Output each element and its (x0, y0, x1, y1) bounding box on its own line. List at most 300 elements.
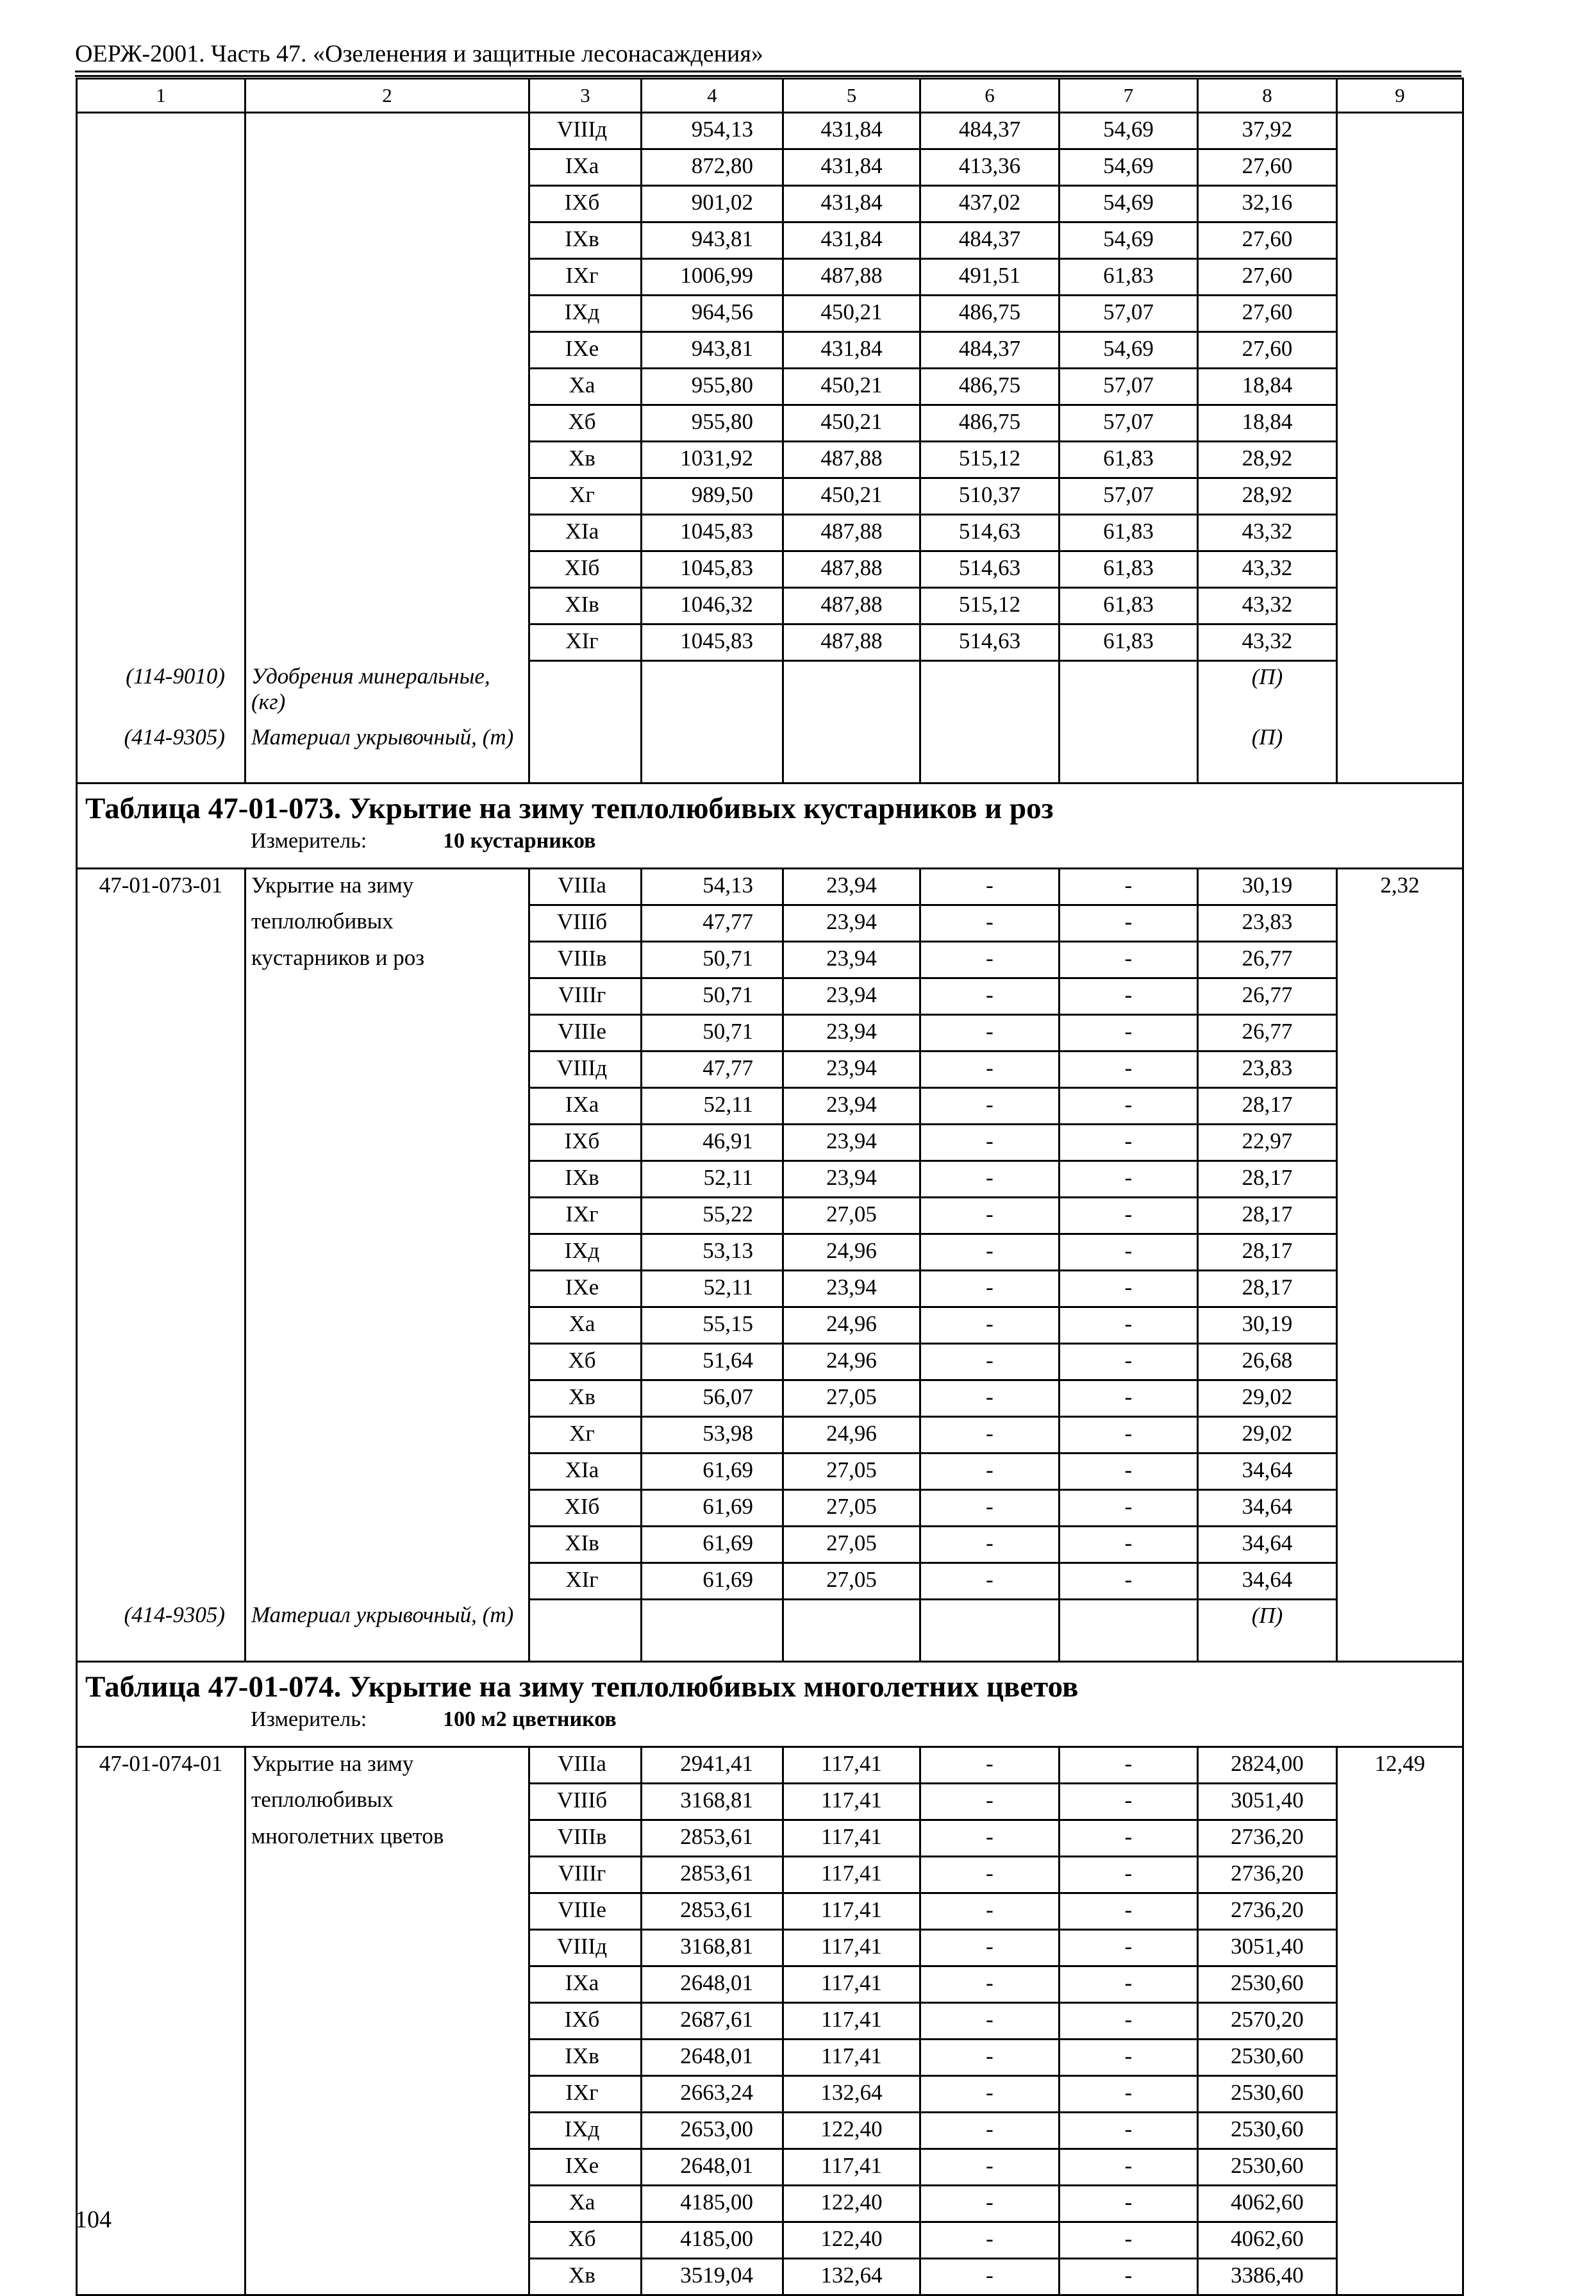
value-cell: 50,71 (642, 1015, 783, 1052)
table-row (77, 1930, 1463, 1966)
meter-value: 100 м2 цветников (443, 1707, 617, 1731)
value-cell: VIIIа (529, 1747, 642, 1784)
value-cell: - (920, 1820, 1060, 1857)
value-cell: 56,07 (642, 1380, 783, 1417)
value-cell: XIв (529, 1527, 642, 1563)
value-cell: - (1060, 2149, 1198, 2186)
value-cell: 27,60 (1198, 296, 1337, 332)
name-cell (245, 2040, 529, 2076)
labor-cell (1337, 332, 1463, 369)
value-cell: 2530,60 (1198, 2113, 1337, 2149)
labor-cell (1337, 2222, 1463, 2259)
code-cell (77, 1380, 245, 1417)
meter (78, 1705, 1462, 1734)
value-cell: - (1060, 2040, 1198, 2076)
value-cell: 26,68 (1198, 1344, 1337, 1380)
value-cell: 2570,20 (1198, 2003, 1337, 2040)
name-cell (245, 1966, 529, 2003)
labor-cell (1337, 149, 1463, 186)
value-cell: - (1060, 1490, 1198, 1527)
value-cell: 122,40 (783, 2186, 920, 2222)
value-cell: - (1060, 2003, 1198, 2040)
labor-cell (1337, 2149, 1463, 2186)
value-cell: - (1060, 2076, 1198, 2113)
labor-cell (1337, 515, 1463, 551)
code-cell (77, 259, 245, 296)
column-number: 8 (1198, 79, 1337, 113)
table-row (77, 1747, 1463, 1784)
labor-cell (1337, 259, 1463, 296)
labor-cell (1337, 1052, 1463, 1088)
value-cell: - (920, 1234, 1060, 1271)
value-cell: IXд (529, 296, 642, 332)
value-cell: - (1060, 1747, 1198, 1784)
resource-code: (114-9010) (77, 661, 245, 723)
name-cell (245, 1234, 529, 1271)
value-cell: 24,96 (783, 1417, 920, 1454)
value-cell: - (920, 1344, 1060, 1380)
code-cell (77, 332, 245, 369)
labor-cell (1337, 478, 1463, 515)
labor-cell (1337, 1380, 1463, 1417)
value-cell: 26,77 (1198, 978, 1337, 1015)
value-cell: 955,80 (642, 405, 783, 442)
name-cell (245, 2113, 529, 2149)
value-cell: - (1060, 1784, 1198, 1820)
value-cell: 23,94 (783, 1088, 920, 1125)
name-cell (245, 2003, 529, 2040)
table-title: Таблица 47-01-074. Укрытие на зиму теплолюбивых многолетних цветов (85, 1670, 1079, 1704)
value-cell: 117,41 (783, 2040, 920, 2076)
value-cell: IXб (529, 186, 642, 222)
value-cell: - (920, 1930, 1060, 1966)
name-cell (245, 2186, 529, 2222)
table-row (77, 1563, 1463, 1600)
resource-name: Материал укрывочный, (т) (245, 1600, 529, 1662)
value-cell: 117,41 (783, 1857, 920, 1893)
value-cell: - (920, 2186, 1060, 2222)
labor-cell (1337, 978, 1463, 1015)
value-cell: 2853,61 (642, 1820, 783, 1857)
value-cell: 2530,60 (1198, 2040, 1337, 2076)
value-cell: VIIIд (529, 1052, 642, 1088)
value-cell: 450,21 (783, 405, 920, 442)
name-cell (245, 2222, 529, 2259)
value-cell: 486,75 (920, 369, 1060, 405)
value-cell: VIIIд (529, 113, 642, 149)
code-cell (77, 2076, 245, 2113)
value-cell: 431,84 (783, 149, 920, 186)
code-cell (77, 905, 245, 942)
value-cell: 954,13 (642, 113, 783, 149)
resource-name: Материал укрывочный, (т) (245, 722, 529, 783)
table-row (77, 186, 1463, 222)
value-cell: 28,17 (1198, 1234, 1337, 1271)
labor-cell (1337, 551, 1463, 588)
value-cell: - (1060, 1930, 1198, 1966)
value-cell: 61,83 (1060, 551, 1198, 588)
value-cell: Xв (529, 1380, 642, 1417)
code-cell (77, 1015, 245, 1052)
name-cell: теплолюбивых (245, 1784, 529, 1820)
table-row (77, 869, 1463, 905)
value-cell: - (1060, 869, 1198, 905)
name-cell (245, 1161, 529, 1198)
value-cell: - (920, 1307, 1060, 1344)
labor-cell (1337, 588, 1463, 624)
value-cell: 2736,20 (1198, 1857, 1337, 1893)
table-title-row (77, 1662, 1463, 1747)
value-cell: 117,41 (783, 1784, 920, 1820)
value-cell: 23,83 (1198, 905, 1337, 942)
name-cell (245, 1198, 529, 1234)
value-cell: 122,40 (783, 2222, 920, 2259)
column-number: 6 (920, 79, 1060, 113)
value-cell: 50,71 (642, 978, 783, 1015)
code-cell (77, 624, 245, 661)
value-cell: - (920, 978, 1060, 1015)
table-row (77, 1857, 1463, 1893)
value-cell: Xа (529, 2186, 642, 2222)
value-cell: - (1060, 1380, 1198, 1417)
value-cell: - (1060, 2222, 1198, 2259)
value-cell: 117,41 (783, 1893, 920, 1930)
value-cell: 486,75 (920, 405, 1060, 442)
value-cell: 431,84 (783, 113, 920, 149)
labor-cell (1337, 1344, 1463, 1380)
value-cell: 2648,01 (642, 2149, 783, 2186)
value-cell: 52,11 (642, 1161, 783, 1198)
value-cell: 34,64 (1198, 1454, 1337, 1490)
meter (78, 826, 1462, 856)
value-cell: - (920, 2076, 1060, 2113)
code-cell (77, 2149, 245, 2186)
value-cell: IXе (529, 1271, 642, 1307)
value-cell: 55,22 (642, 1198, 783, 1234)
value-cell: 23,83 (1198, 1052, 1337, 1088)
name-cell (245, 1490, 529, 1527)
value-cell: 1031,92 (642, 442, 783, 478)
value-cell: - (920, 942, 1060, 978)
value-cell: 27,05 (783, 1527, 920, 1563)
table-row (77, 2222, 1463, 2259)
value-cell: 61,83 (1060, 624, 1198, 661)
name-cell (245, 442, 529, 478)
labor-cell (1337, 1893, 1463, 1930)
value-cell: 1006,99 (642, 259, 783, 296)
meter-label: Измеритель: (251, 829, 367, 853)
name-cell (245, 1380, 529, 1417)
value-cell: 24,96 (783, 1307, 920, 1344)
value-cell: 487,88 (783, 624, 920, 661)
value-cell: - (1060, 942, 1198, 978)
value-cell: 52,11 (642, 1271, 783, 1307)
code-cell (77, 113, 245, 149)
table-row (77, 1088, 1463, 1125)
value-cell: 57,07 (1060, 369, 1198, 405)
table-row (77, 2259, 1463, 2295)
value-cell: IXб (529, 2003, 642, 2040)
table-row (77, 2113, 1463, 2149)
value-cell: 29,02 (1198, 1380, 1337, 1417)
value-cell: Xб (529, 405, 642, 442)
value-cell: 2530,60 (1198, 2076, 1337, 2113)
name-cell (245, 1857, 529, 1893)
value-cell: IXв (529, 2040, 642, 2076)
table-row (77, 1307, 1463, 1344)
value-cell: - (920, 1198, 1060, 1234)
table-row (77, 113, 1463, 149)
table-row (77, 2076, 1463, 2113)
value-cell: 22,97 (1198, 1125, 1337, 1161)
header-rule-top (75, 71, 1461, 72)
value-cell: 27,60 (1198, 222, 1337, 259)
labor-cell (1337, 905, 1463, 942)
value-cell: - (920, 1380, 1060, 1417)
value-cell: - (920, 1490, 1060, 1527)
value-cell: IXд (529, 1234, 642, 1271)
value-cell: 34,64 (1198, 1490, 1337, 1527)
value-cell: 30,19 (1198, 869, 1337, 905)
labor-cell (1337, 1271, 1463, 1307)
value-cell: 943,81 (642, 332, 783, 369)
column-number: 1 (77, 79, 245, 113)
labor-cell (1337, 942, 1463, 978)
value-cell: 2736,20 (1198, 1893, 1337, 1930)
value-cell: Xб (529, 1344, 642, 1380)
code-cell (77, 2040, 245, 2076)
value-cell: 2824,00 (1198, 1747, 1337, 1784)
value-cell: - (1060, 2186, 1198, 2222)
value-cell: IXг (529, 1198, 642, 1234)
resource-name: Удобрения минеральные, (кг) (245, 661, 529, 723)
code-cell (77, 1198, 245, 1234)
table-row (77, 2003, 1463, 2040)
value-cell: 54,69 (1060, 186, 1198, 222)
value-cell: XIг (529, 1563, 642, 1600)
code-cell (77, 1161, 245, 1198)
value-cell: 43,32 (1198, 624, 1337, 661)
value-cell: - (1060, 2259, 1198, 2295)
code-cell (77, 1271, 245, 1307)
code-cell (77, 1088, 245, 1125)
value-cell: 510,37 (920, 478, 1060, 515)
table-row (77, 332, 1463, 369)
value-cell: - (1060, 978, 1198, 1015)
resource-code: (414-9305) (77, 722, 245, 783)
name-cell (245, 259, 529, 296)
value-cell: 61,69 (642, 1490, 783, 1527)
name-cell (245, 113, 529, 149)
value-cell: 28,92 (1198, 442, 1337, 478)
code-cell (77, 296, 245, 332)
column-number: 9 (1337, 79, 1463, 113)
value-cell: 484,37 (920, 332, 1060, 369)
name-cell (245, 1527, 529, 1563)
table-row (77, 1454, 1463, 1490)
value-cell: 943,81 (642, 222, 783, 259)
value-cell: 23,94 (783, 1052, 920, 1088)
table-row (77, 1125, 1463, 1161)
value-cell: 2653,00 (642, 2113, 783, 2149)
name-cell: кустарников и роз (245, 942, 529, 978)
value-cell: 1046,32 (642, 588, 783, 624)
table-row (77, 442, 1463, 478)
value-cell: 2736,20 (1198, 1820, 1337, 1857)
value-cell: 901,02 (642, 186, 783, 222)
code-cell (77, 942, 245, 978)
labor-cell (1337, 2259, 1463, 2295)
code-cell (77, 1893, 245, 1930)
table-row (77, 1380, 1463, 1417)
value-cell: 23,94 (783, 905, 920, 942)
value-cell: 23,94 (783, 1125, 920, 1161)
labor-cell (1337, 1966, 1463, 2003)
page-header: ОЕРЖ-2001. Часть 47. «Озеленения и защитные лесонасаждения» (75, 40, 763, 67)
value-cell: 514,63 (920, 515, 1060, 551)
value-cell: 54,13 (642, 869, 783, 905)
name-cell (245, 1563, 529, 1600)
value-cell: - (1060, 1198, 1198, 1234)
table-row (77, 1527, 1463, 1563)
value-cell: 43,32 (1198, 588, 1337, 624)
value-cell: IXб (529, 1125, 642, 1161)
value-cell: 491,51 (920, 259, 1060, 296)
name-cell (245, 1088, 529, 1125)
labor-cell: 12,49 (1337, 1747, 1463, 1784)
value-cell: 57,07 (1060, 296, 1198, 332)
table-row (77, 1015, 1463, 1052)
value-cell: - (1060, 1966, 1198, 2003)
code-cell (77, 1454, 245, 1490)
table-row (77, 1893, 1463, 1930)
resource-row (77, 661, 1463, 723)
value-cell: 964,56 (642, 296, 783, 332)
value-cell: 117,41 (783, 2003, 920, 2040)
code-cell (77, 405, 245, 442)
value-cell: 23,94 (783, 978, 920, 1015)
value-cell: IXа (529, 149, 642, 186)
name-cell (245, 515, 529, 551)
value-cell: - (920, 2113, 1060, 2149)
value-cell: VIIIг (529, 978, 642, 1015)
value-cell: 450,21 (783, 296, 920, 332)
column-number: 4 (642, 79, 783, 113)
value-cell: 28,17 (1198, 1271, 1337, 1307)
value-cell: 2648,01 (642, 2040, 783, 2076)
value-cell: 24,96 (783, 1234, 920, 1271)
value-cell: - (1060, 1088, 1198, 1125)
value-cell: - (920, 905, 1060, 942)
table-row (77, 1417, 1463, 1454)
value-cell: Xа (529, 369, 642, 405)
value-cell: 57,07 (1060, 405, 1198, 442)
value-cell: VIIIд (529, 1930, 642, 1966)
labor-cell (1337, 369, 1463, 405)
table-row (77, 1161, 1463, 1198)
value-cell: 2530,60 (1198, 1966, 1337, 2003)
value-cell: Xб (529, 2222, 642, 2259)
table-row (77, 905, 1463, 942)
value-cell: 132,64 (783, 2076, 920, 2113)
header-rule-bottom (75, 75, 1461, 77)
name-cell (245, 405, 529, 442)
value-cell: 955,80 (642, 369, 783, 405)
value-cell: 27,05 (783, 1198, 920, 1234)
labor-cell (1337, 442, 1463, 478)
value-cell: 61,83 (1060, 515, 1198, 551)
code-cell (77, 369, 245, 405)
value-cell: 4062,60 (1198, 2186, 1337, 2222)
code-cell (77, 1234, 245, 1271)
value-cell: 3168,81 (642, 1784, 783, 1820)
table-row (77, 624, 1463, 661)
value-cell: - (920, 1417, 1060, 1454)
value-cell: IXе (529, 2149, 642, 2186)
code-cell (77, 1527, 245, 1563)
value-cell: - (1060, 2113, 1198, 2149)
value-cell: - (920, 1052, 1060, 1088)
name-cell (245, 1125, 529, 1161)
value-cell: - (1060, 1161, 1198, 1198)
value-cell: IXд (529, 2113, 642, 2149)
code-cell: 47-01-074-01 (77, 1747, 245, 1784)
code-cell (77, 1563, 245, 1600)
value-cell: - (920, 1857, 1060, 1893)
name-cell (245, 296, 529, 332)
value-cell: 23,94 (783, 942, 920, 978)
value-cell: 18,84 (1198, 405, 1337, 442)
value-cell: 34,64 (1198, 1563, 1337, 1600)
name-cell (245, 1930, 529, 1966)
code-cell: 47-01-073-01 (77, 869, 245, 905)
value-cell: - (1060, 1015, 1198, 1052)
value-cell: 3051,40 (1198, 1930, 1337, 1966)
resource-row (77, 1600, 1463, 1662)
value-cell: 437,02 (920, 186, 1060, 222)
labor-cell (1337, 1490, 1463, 1527)
value-cell: 487,88 (783, 551, 920, 588)
value-cell: - (1060, 1271, 1198, 1307)
code-cell (77, 478, 245, 515)
name-cell (245, 222, 529, 259)
value-cell: - (920, 1527, 1060, 1563)
value-cell: IXв (529, 1161, 642, 1198)
name-cell (245, 2259, 529, 2295)
table-row (77, 588, 1463, 624)
table-row (77, 478, 1463, 515)
value-cell: 29,02 (1198, 1417, 1337, 1454)
value-cell: Xг (529, 1417, 642, 1454)
name-cell (245, 1015, 529, 1052)
table-title: Таблица 47-01-073. Укрытие на зиму теплолюбивых кустарников и роз (85, 792, 1054, 825)
value-cell: - (920, 1784, 1060, 1820)
labor-cell (1337, 2076, 1463, 2113)
value-cell: 27,05 (783, 1563, 920, 1600)
value-cell: 2648,01 (642, 1966, 783, 2003)
value-cell: 54,69 (1060, 222, 1198, 259)
value-cell: 61,83 (1060, 259, 1198, 296)
value-cell: XIв (529, 588, 642, 624)
name-cell: теплолюбивых (245, 905, 529, 942)
column-number: 5 (783, 79, 920, 113)
value-cell: - (920, 869, 1060, 905)
value-cell: VIIIб (529, 905, 642, 942)
value-cell: 487,88 (783, 588, 920, 624)
table-row (77, 1966, 1463, 2003)
value-cell: - (920, 2040, 1060, 2076)
value-cell: - (1060, 1454, 1198, 1490)
